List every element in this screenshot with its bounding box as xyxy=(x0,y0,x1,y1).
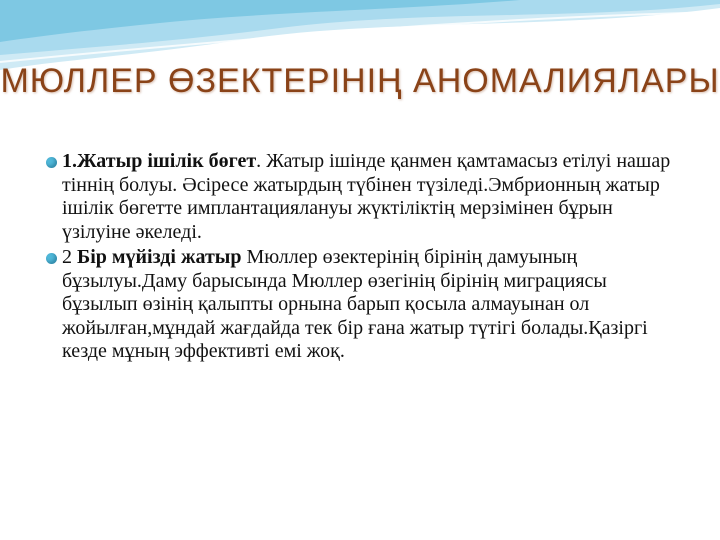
list-item xyxy=(46,246,686,364)
item-number: 1. xyxy=(62,150,77,172)
item-separator: . xyxy=(256,150,267,172)
item-text: Жатыр ішінде қанмен қамтамасыз етілуі нашар тіннің болуы. Әсіресе жатырдың түбінен түзіледі.Эмбрионның жатыр ішілік бөгетте имплантациялануы жүктіліктің мерзімінен бұрын үзілуіне әкеледі. xyxy=(62,150,671,243)
slide-title: МЮЛЛЕР ӨЗЕКТЕРІНІҢ АНОМАЛИЯЛАРЫ xyxy=(0,62,720,100)
bullet-icon xyxy=(46,253,57,264)
item-heading: Бір мүйізді жатыр xyxy=(77,246,242,268)
item-number: 2 xyxy=(62,246,77,268)
slide-body xyxy=(46,150,686,366)
item-heading: Жатыр ішілік бөгет xyxy=(77,150,257,172)
bullet-icon xyxy=(46,157,57,168)
item-text: Мюллер өзектерінің бірінің дамуының бұзылуы.Даму барысында Мюллер өзегінің бірінің миграциясы бұзылып өзінің қалыпты орнына барып қосыла алмауынан ол жойылған,мұндай жағдайда тек бір ғана жатыр түтігі болады.Қазіргі кезде мұның эффективті емі жоқ. xyxy=(62,246,648,362)
list-item xyxy=(46,150,686,244)
